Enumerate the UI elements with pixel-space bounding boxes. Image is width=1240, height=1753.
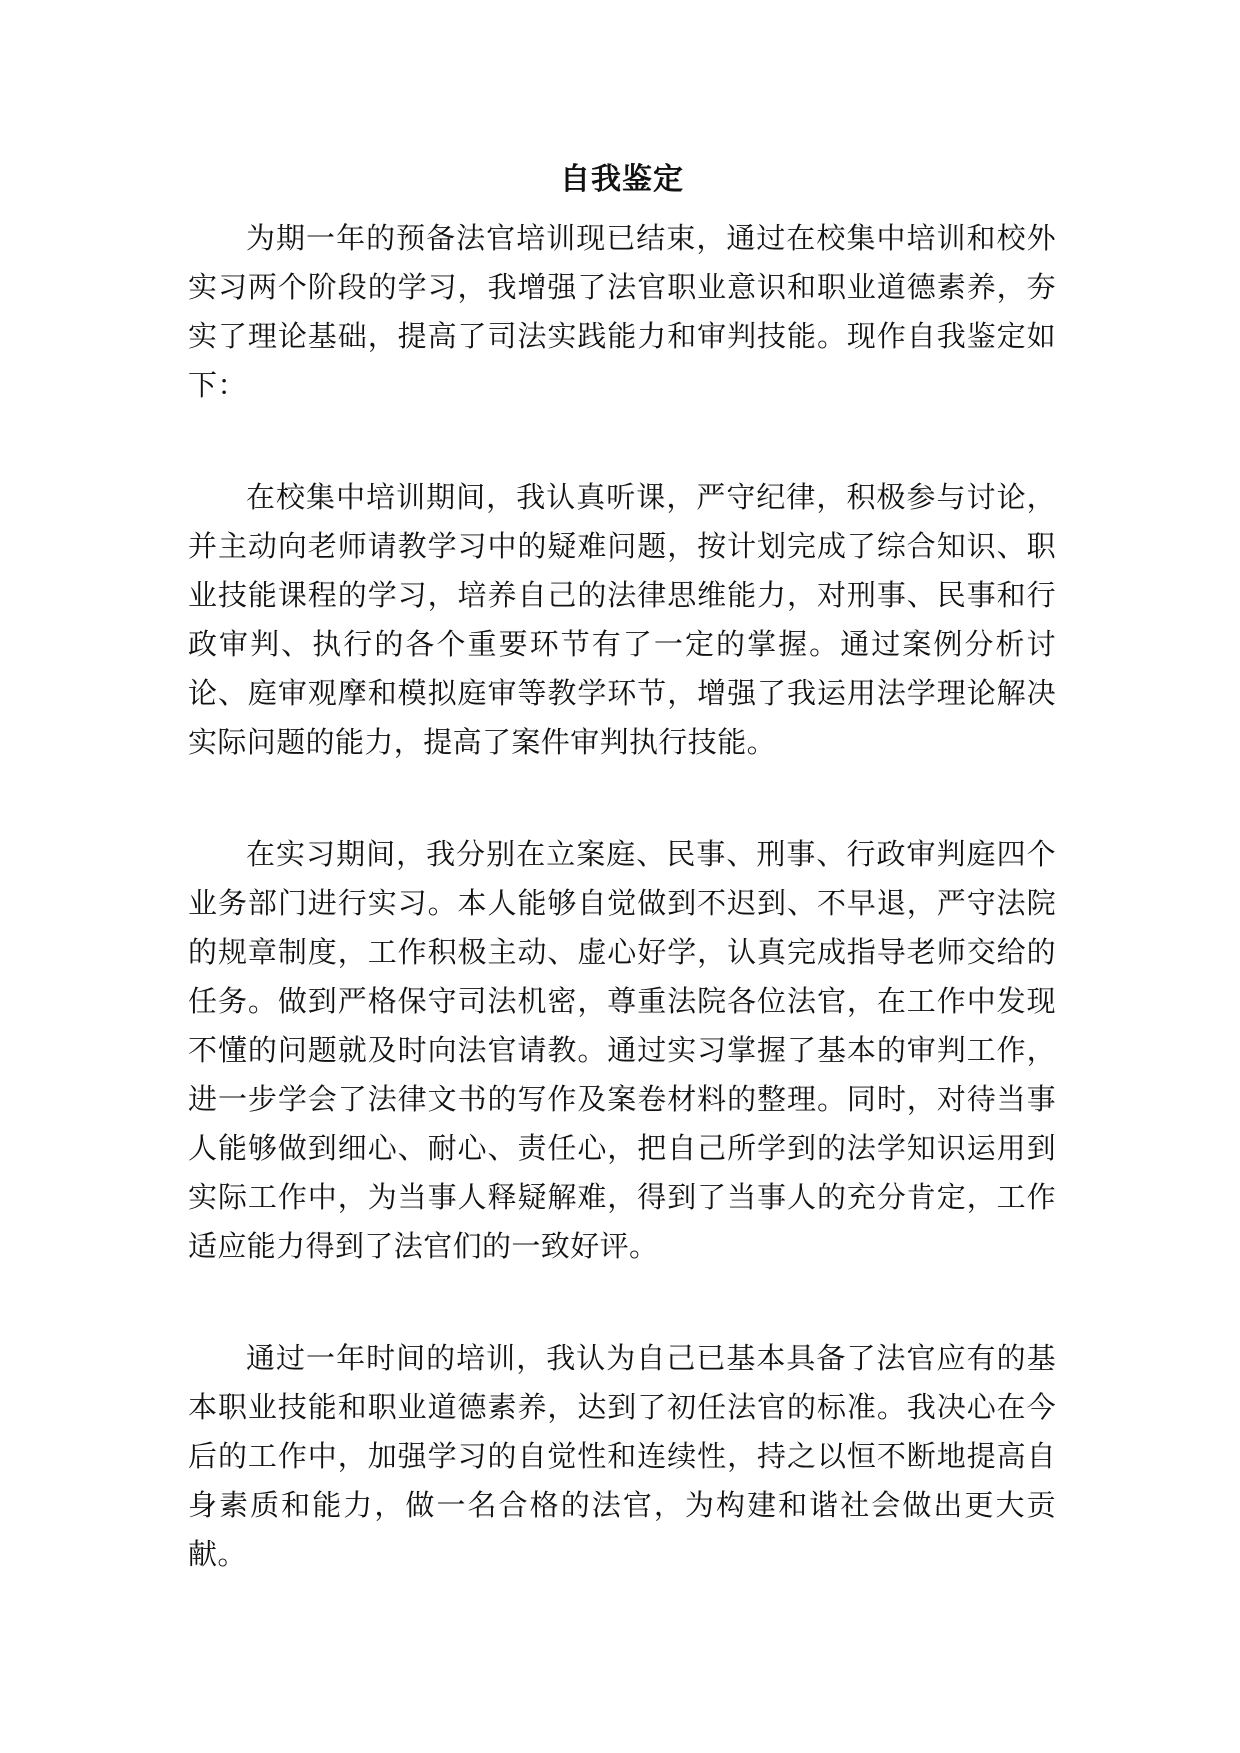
paragraph-spacer (188, 1271, 1056, 1334)
document-title: 自我鉴定 (560, 162, 684, 197)
paragraph-campus-training: 在校集中培训期间，我认真听课，严守纪律，积极参与讨论，并主动向老师请教学习中的疑难问题，按计划完成了综合知识、职业技能课程的学习，培养自己的法律思维能力，对刑事、民事和行政审判、执行的各个重要环节有了一定的掌握。通过案例分析讨论、庭审观摩和模拟庭审等教学环节，增强了我运用法学理论解决实际问题的能力，提高了案件审判执行技能。 (188, 480, 1056, 759)
paragraph-intro: 为期一年的预备法官培训现已结束，通过在校集中培训和校外实习两个阶段的学习，我增强了法官职业意识和职业道德素养，夯实了理论基础，提高了司法实践能力和审判技能。现作自我鉴定如下： (188, 221, 1056, 402)
document-page (188, 160, 1056, 1579)
paragraph-spacer (188, 410, 1056, 473)
paragraph-conclusion: 通过一年时间的培训，我认为自己已基本具备了法官应有的基本职业技能和职业道德素养，达到了初任法官的标准。我决心在今后的工作中，加强学习的自觉性和连续性，持之以恒不断地提高自身素质和能力，做一名合格的法官，为构建和谐社会做出更大贡献。 (188, 1341, 1056, 1571)
paragraph-internship: 在实习期间，我分别在立案庭、民事、刑事、行政审判庭四个业务部门进行实习。本人能够自觉做到不迟到、不早退，严守法院的规章制度，工作积极主动、虚心好学，认真完成指导老师交给的任务。做到严格保守司法机密，尊重法院各位法官，在工作中发现不懂的问题就及时向法官请教。通过实习掌握了基本的审判工作，进一步学会了法律文书的写作及案卷材料的整理。同时，对待当事人能够做到细心、耐心、责任心，把自己所学到的法学知识运用到实际工作中，为当事人释疑解难，得到了当事人的充分肯定，工作适应能力得到了法官们的一致好评。 (188, 837, 1056, 1263)
paragraph-spacer (188, 767, 1056, 830)
